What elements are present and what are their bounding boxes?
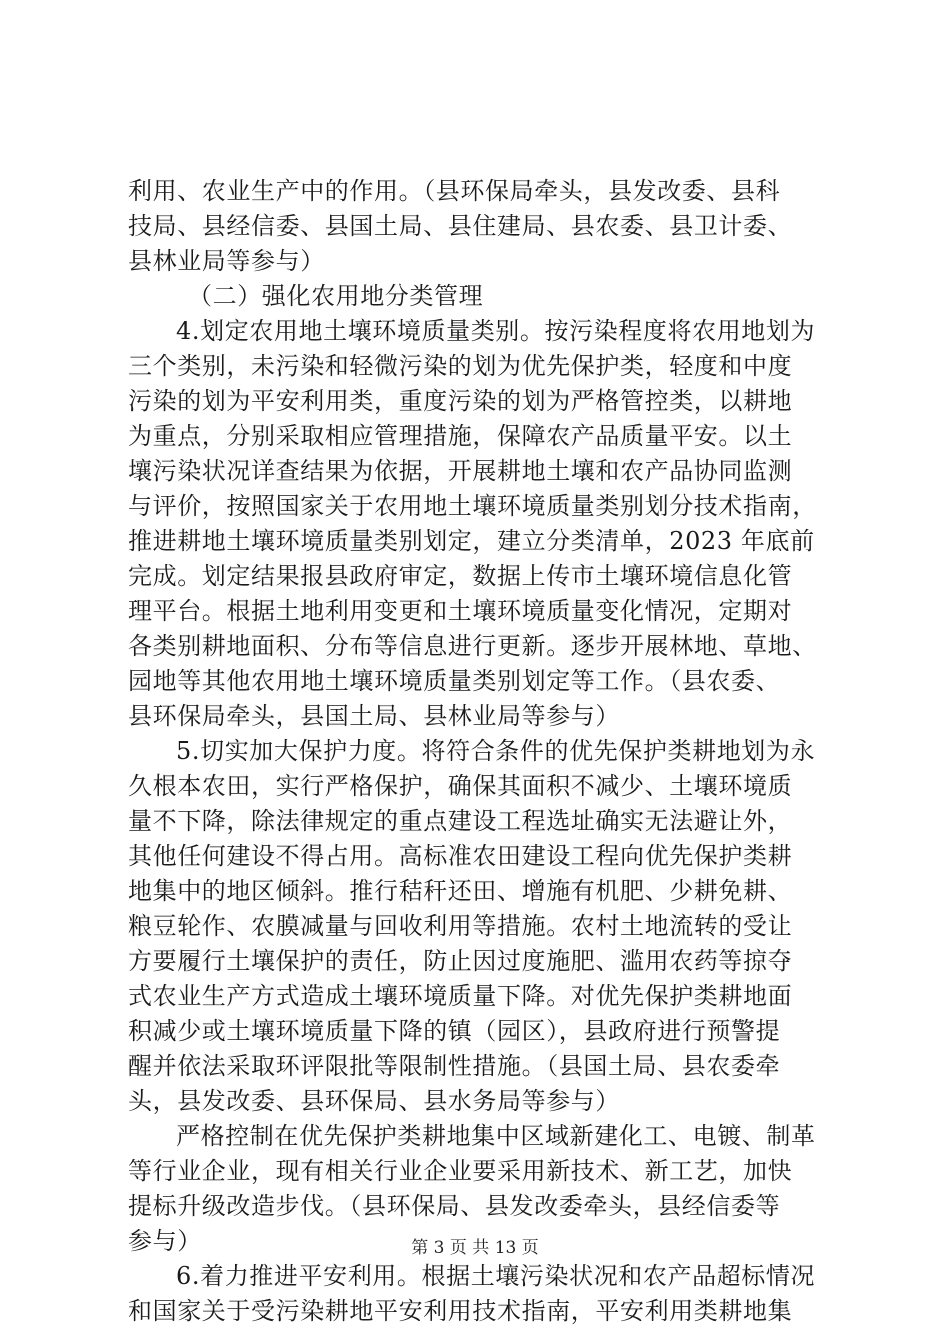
text-line: 久根本农田，实行严格保护，确保其面积不减少、土壤环境质 xyxy=(128,772,793,800)
text-line: 完成。划定结果报县政府审定，数据上传市土壤环境信息化管 xyxy=(128,562,793,590)
text-line: 参与） xyxy=(128,1227,202,1255)
text-line: 各类别耕地面积、分布等信息进行更新。逐步开展林地、草地、 xyxy=(128,632,817,660)
page-footer: 第 3 页 共 13 页 xyxy=(411,1238,539,1258)
text-line: 园地等其他农用地土壤环境质量类别划定等工作。（县农委、 xyxy=(128,667,781,695)
text-line: 地集中的地区倾斜。推行秸秆还田、增施有机肥、少耕免耕、 xyxy=(128,877,793,905)
text-line: 理平台。根据土地利用变更和土壤环境质量变化情况，定期对 xyxy=(128,597,793,625)
text-line: 推进耕地土壤环境质量类别划定，建立分类清单，2023 年底前 xyxy=(128,527,815,555)
text-line: 4.划定农用地土壤环境质量类别。按污染程度将农用地划为 xyxy=(176,317,816,345)
text-line: 三个类别，未污染和轻微污染的划为优先保护类，轻度和中度 xyxy=(128,352,793,380)
text-line: 提标升级改造步伐。（县环保局、县发改委牵头，县经信委等 xyxy=(128,1192,781,1220)
text-line: 壤污染状况详查结果为依据，开展耕地土壤和农产品协同监测 xyxy=(128,457,793,485)
text-line: 污染的划为平安利用类，重度污染的划为严格管控类，以耕地 xyxy=(128,387,793,415)
text-line: 粮豆轮作、农膜减量与回收利用等措施。农村土地流转的受让 xyxy=(128,912,793,940)
text-line: 头，县发改委、县环保局、县水务局等参与） xyxy=(128,1087,620,1115)
text-line: 其他任何建设不得占用。高标准农田建设工程向优先保护类耕 xyxy=(128,842,793,870)
text-line: 严格控制在优先保护类耕地集中区域新建化工、电镀、制革 xyxy=(176,1122,816,1150)
text-line: 醒并依法采取环评限批等限制性措施。（县国土局、县农委牵 xyxy=(128,1052,781,1080)
text-line: 方要履行土壤保护的责任，防止因过度施肥、滥用农药等掠夺 xyxy=(128,947,793,975)
text-line: 和国家关于受污染耕地平安利用技术指南，平安利用类耕地集 xyxy=(128,1297,793,1325)
text-line: 县环保局牵头，县国土局、县林业局等参与） xyxy=(128,702,620,730)
text-line: 5.切实加大保护力度。将符合条件的优先保护类耕地划为永 xyxy=(176,737,816,765)
text-line: 积减少或土壤环境质量下降的镇（园区），县政府进行预警提 xyxy=(128,1017,781,1045)
text-line: 等行业企业，现有相关行业企业要采用新技术、新工艺，加快 xyxy=(128,1157,793,1185)
document-body xyxy=(128,174,834,1329)
section-heading: （二）强化农用地分类管理 xyxy=(188,282,484,310)
text-line: 式农业生产方式造成土壤环境质量下降。对优先保护类耕地面 xyxy=(128,982,793,1010)
text-line: 6.着力推进平安利用。根据土壤污染状况和农产品超标情况 xyxy=(176,1262,816,1290)
text-line: 量不下降，除法律规定的重点建设工程选址确实无法避让外， xyxy=(128,807,793,835)
text-line: 与评价，按照国家关于农用地土壤环境质量类别划分技术指南， xyxy=(128,492,817,520)
text-line: 技局、县经信委、县国土局、县住建局、县农委、县卫计委、 xyxy=(128,212,793,240)
text-line: 县林业局等参与） xyxy=(128,247,325,275)
text-line: 为重点，分别采取相应管理措施，保障农产品质量平安。以土 xyxy=(128,422,793,450)
text-line: 利用、农业生产中的作用。（县环保局牵头，县发改委、县科 xyxy=(128,177,781,205)
